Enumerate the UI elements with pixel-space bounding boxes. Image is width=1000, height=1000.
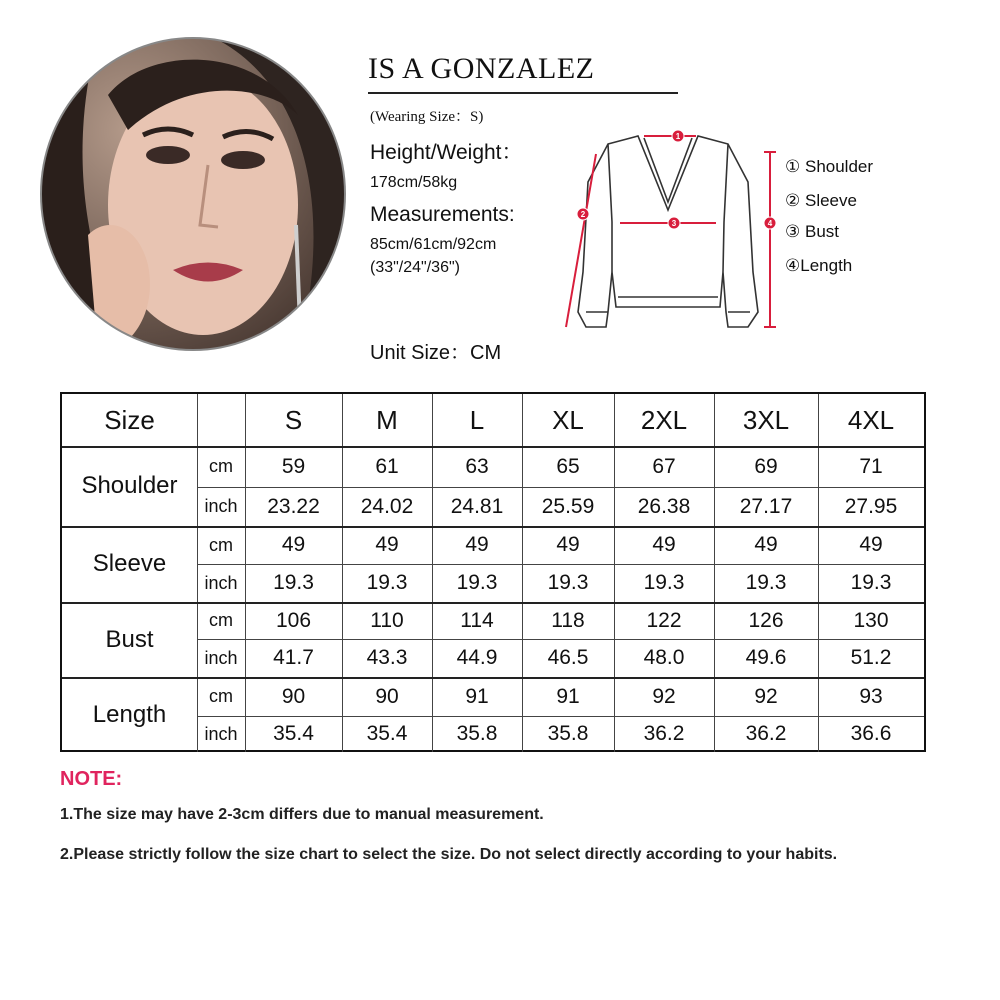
table-cell: 110 [370,608,404,632]
size-col-header: 3XL [742,404,790,435]
table-cell: 90 [375,684,399,708]
table-cell: 93 [859,684,883,708]
size-col-header: 2XL [640,404,688,435]
unit-inch-label: inch [204,647,238,668]
table-cell: 114 [460,608,494,632]
param-label: Shoulder [81,472,178,499]
legend-bust [785,222,839,242]
table-cell: 69 [754,454,778,478]
marker-3-label: 3 [671,219,677,228]
size-col-header: 4XL [847,404,895,435]
unit-cm-label: cm [209,456,233,476]
table-cell: 49 [375,533,399,556]
unit-cm-label: cm [209,534,233,555]
table-cell: 19.3 [745,571,787,594]
legend-marker: ③ [785,222,801,241]
table-cell: 49 [652,533,676,556]
wearing-size: (Wearing Size：S) [370,109,484,125]
table-gridline [62,602,924,604]
table-gridline [197,716,924,717]
table-cell: 48.0 [643,646,685,669]
measurements-label: Measurements: [370,203,515,226]
size-col-header: L [469,404,485,435]
table-cell: 19.3 [456,571,498,594]
table-cell: 90 [281,684,306,708]
table-cell: 36.2 [745,722,787,745]
size-col-header: XL [552,404,584,435]
param-label: Length [92,700,167,728]
table-cell: 35.4 [366,722,408,745]
table-cell: 122 [646,608,682,632]
legend-marker: ① [785,157,801,176]
note-line-2: 2.Please strictly follow the size chart to select the size. Do not select directly according to your habits. [60,846,838,863]
unit-size: Unit Size：CM [370,342,502,364]
table-cell: 41.7 [273,646,314,669]
table-cell: 67 [652,454,676,478]
sweater-diagram [548,122,788,342]
table-cell: 49 [465,533,489,556]
table-cell: 43.3 [366,646,408,669]
table-cell: 92 [754,684,778,708]
param-label: Sleeve [92,550,167,577]
note-title: NOTE: [60,768,123,790]
table-cell: 49.6 [745,646,787,669]
table-cell: 19.3 [850,571,892,594]
marker-2-label: 2 [580,210,586,219]
unit-inch-label: inch [204,572,238,593]
table-gridline [197,564,924,565]
brand-name: IS A GONZALEZ [368,52,595,85]
table-cell: 23.22 [267,494,320,518]
table-cell: 19.3 [643,571,685,594]
legend-label: Sleeve [804,191,857,210]
table-cell: 65 [556,454,580,478]
table-cell: 91 [556,684,580,708]
table-cell: 61 [375,454,399,478]
unit-inch-label: inch [204,723,238,744]
height-weight-label: Height/Weight： [370,141,523,164]
table-cell: 25.59 [541,494,595,518]
table-cell: 71 [859,454,883,478]
marker-4-label: 4 [767,219,773,228]
model-photo [38,35,348,353]
legend-length [785,256,852,276]
measurements-inch: (33"/24"/36") [370,259,460,276]
table-cell: 35.8 [456,722,498,745]
table-cell: 59 [281,454,306,478]
table-cell: 92 [652,684,676,708]
size-col-header: S [284,404,303,435]
unit-inch-label: inch [204,496,238,516]
table-cell: 63 [465,454,489,478]
table-cell: 46.5 [547,646,589,669]
table-cell: 44.9 [456,646,498,669]
table-cell: 24.02 [360,494,414,518]
table-cell: 19.3 [273,571,314,594]
table-cell: 118 [551,608,585,632]
unit-cm-label: cm [209,686,233,706]
table-cell: 24.81 [450,494,504,518]
table-cell: 49 [754,533,778,556]
legend-shoulder [785,157,873,177]
table-cell: 36.2 [643,722,685,745]
table-cell: 130 [853,608,889,632]
table-cell: 35.4 [273,722,314,745]
table-cell: 49 [859,533,883,556]
table-cell: 35.8 [547,722,589,745]
table-cell: 36.6 [850,722,892,745]
table-cell: 19.3 [547,571,589,594]
brand-divider [368,92,678,94]
size-header: Size [104,404,155,435]
unit-cm-label: cm [209,610,233,630]
table-gridline [62,446,924,448]
size-col-header: M [376,404,398,435]
table-cell: 126 [748,608,784,632]
legend-marker: ② [785,191,801,210]
note-line-1: 1.The size may have 2-3cm differs due to manual measurement. [60,806,544,823]
measurements-cm: 85cm/61cm/92cm [370,236,497,253]
table-cell: 106 [275,608,312,632]
table-gridline [197,639,924,640]
legend-label: Length [800,256,853,275]
marker-1-label: 1 [675,132,681,141]
table-cell: 91 [465,684,489,708]
table-gridline [62,526,924,528]
table-cell: 49 [556,533,580,556]
table-cell: 27.95 [844,494,898,518]
height-weight-value: 178cm/58kg [370,174,458,191]
legend-marker: ④ [785,256,801,275]
table-cell: 19.3 [366,571,408,594]
table-cell: 26.38 [637,494,691,518]
table-cell: 51.2 [850,646,892,669]
legend-label: Shoulder [804,157,874,176]
param-label: Bust [105,625,154,653]
table-cell: 49 [281,533,306,556]
legend-label: Bust [804,222,840,241]
table-gridline [197,487,924,488]
table-cell: 27.17 [739,494,793,518]
size-table [60,392,926,752]
table-gridline [62,677,924,679]
legend-sleeve [785,191,857,211]
